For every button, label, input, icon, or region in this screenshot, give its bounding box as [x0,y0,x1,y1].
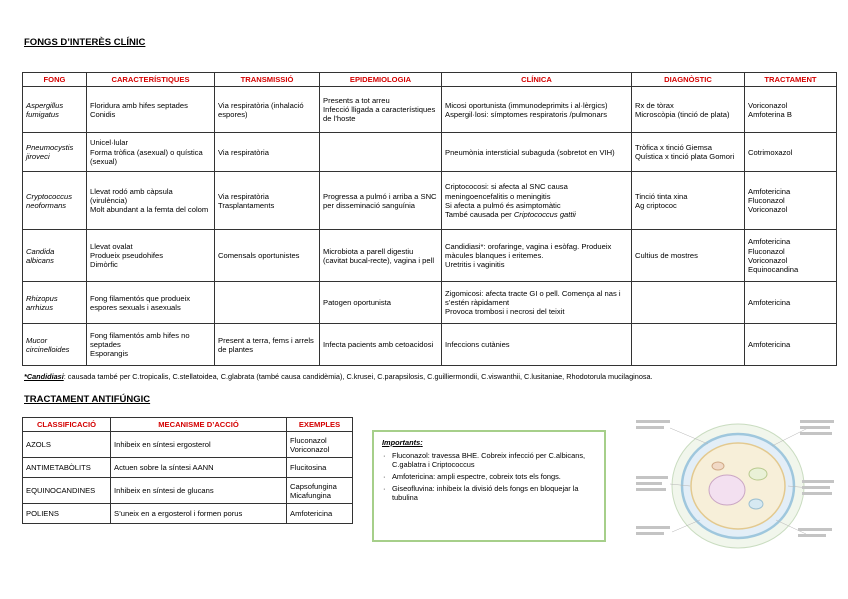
tract-cell: Voriconazol Amfoterina B [745,87,837,133]
diag-cell: Tinció tinta xina Ag criptococ [632,172,745,230]
diag-cell: Cultius de mostres [632,230,745,282]
tract-cell: Amfotericina Fluconazol Voriconazol Equinocandina [745,230,837,282]
fong-cell: Cryptococcus neoformans [23,172,87,230]
fungal-cell-diagram [630,410,840,560]
ex-cell: Flucitosina [287,458,353,478]
importants-list [382,451,596,503]
table-row [23,432,353,458]
ex-cell: Capsofungina Micafungina [287,478,353,504]
diag-cell [632,324,745,366]
ex-cell: Amfotericina [287,504,353,524]
tract-cell: Cotrimoxazol [745,133,837,172]
transm-cell: Via respiratòria Trasplantaments [215,172,320,230]
cell-nucleus [709,475,745,505]
header-classificacio: CLASSIFICACIÓ [23,418,111,432]
class-cell: ANTIMETABÒLITS [23,458,111,478]
caract-cell: Llevat rodó amb càpsula (virulència) Molt abundant a la femta del colom [87,172,215,230]
table-row [23,230,837,282]
caract-cell: Floridura amb hifes septades Conidis [87,87,215,133]
header-fong: FONG [23,73,87,87]
epid-cell [320,133,442,172]
tract-cell: Amfotericina Fluconazol Voriconazol [745,172,837,230]
fongs-table [22,72,837,366]
table-header-row [23,73,837,87]
diag-cell: Rx de tòrax Microscòpia (tinció de plata) [632,87,745,133]
header-tractament: TRACTAMENT [745,73,837,87]
mec-cell: Actuen sobre la síntesi AANN [111,458,287,478]
header-caracteristiques: CARACTERÍSTIQUES [87,73,215,87]
clin-cell: Infeccions cutànies [442,324,632,366]
transm-cell: Via respiratòria (inhalació espores) [215,87,320,133]
epid-cell: Infecta pacients amb cetoacidosi [320,324,442,366]
header-clinica: CLÍNICA [442,73,632,87]
transm-cell [215,282,320,324]
epid-cell: Patogen oportunista [320,282,442,324]
page-title: FONGS D’INTERÈS CLÍNIC [24,37,146,48]
header-epidemiologia: EPIDEMIOLOGIA [320,73,442,87]
class-cell: POLIENS [23,504,111,524]
fong-cell: Aspergillus fumigatus [23,87,87,133]
caract-cell: Llevat ovalat Produeix pseudohifes Dimòrfic [87,230,215,282]
mec-cell: Inhibeix en síntesi ergosterol [111,432,287,458]
table-row [23,282,837,324]
diag-cell [632,282,745,324]
mec-cell: Inhibeix en síntesi de glucans [111,478,287,504]
table-header-row [23,418,353,432]
clin-cell: Pneumònia intersticial subaguda (sobretot en VIH) [442,133,632,172]
class-cell: AZOLS [23,432,111,458]
importants-title: Importants: [382,438,423,447]
list-item: · Amfotericina: ampli espectre, cobreix tots els fongs. [392,472,596,482]
mec-cell: S’uneix en a ergosterol i formen porus [111,504,287,524]
cell-illustration [630,410,840,560]
clin-cell: Criptococosi: si afecta al SNC causa meningoencefalitis o meningitis Si afecta a pulmó és asimptomàtic També causada per Criptococcus gattii [442,172,632,230]
header-diagnostic: DIAGNÒSTIC [632,73,745,87]
header-exemples: EXEMPLES [287,418,353,432]
tract-cell: Amfotericina [745,324,837,366]
diag-cell: Tròfica x tinció Giemsa Quística x tinció plata Gomori [632,133,745,172]
clin-cell: Micosi oportunista (immunodeprimits i al·lèrgics) Aspergil·losi: símptomes respiratoris /pulmonars [442,87,632,133]
epid-cell: Microbiota a parell digestiu (cavitat bucal-recte), vagina i pell [320,230,442,282]
caract-cell: Fong filamentós que produeix espores sexuals i asexuals [87,282,215,324]
importants-box [372,430,606,542]
table-row [23,458,353,478]
table-row [23,133,837,172]
header-transmissio: TRANSMISSIÓ [215,73,320,87]
table-row [23,504,353,524]
list-item: · Giseofluvina: inhibeix la divisió dels fongs en bloquejar la tubulina [392,484,596,503]
transm-cell: Comensals oportunistes [215,230,320,282]
clin-cell: Zigomicosi: afecta tracte GI o pell. Comença al nas i s’estén ràpidament Provoca trombosi i necrosi del teixit [442,282,632,324]
epid-cell: Presents a tot arreu Infecció lligada a característiques de l’hoste [320,87,442,133]
cell-organelle [712,462,724,470]
table-row [23,87,837,133]
caract-cell: Unicel·lular Forma tròfica (asexual) o quística (sexual) [87,133,215,172]
epid-cell: Progressa a pulmó i arriba a SNC per disseminació sanguínia [320,172,442,230]
header-mecanisme: MECANISME D’ACCIÓ [111,418,287,432]
caract-cell: Fong filamentós amb hifes no septades Esporangis [87,324,215,366]
tract-cell: Amfotericina [745,282,837,324]
cell-organelle [749,499,763,509]
section-title-antifungic: TRACTAMENT ANTIFÚNGIC [24,394,151,405]
fong-cell: Rhizopus arrhizus [23,282,87,324]
table-row [23,172,837,230]
table-row [23,324,837,366]
list-item: · Fluconazol: travessa BHE. Cobreix infecció per C.albicans, C.gablatra i Criptococcus [392,451,596,470]
class-cell: EQUINOCANDINES [23,478,111,504]
fong-cell: Candida albicans [23,230,87,282]
transm-cell: Present a terra, fems i arrels de plantes [215,324,320,366]
footnote: *Candidiasi: causada també per C.tropicalis, C.stellatoidea, C.glabrata (també causa candidèmia), C.krusei, C.parapsilosis, C.guilliermondii, C.viswanthii, C.lusitaniae, Rhodotorula mucilaginosa. [24,372,653,381]
fong-cell: Mucor circinelloides [23,324,87,366]
fong-cell: Pneumocystis jiroveci [23,133,87,172]
transm-cell: Via respiratòria [215,133,320,172]
antifungic-table [22,417,353,524]
ex-cell: Fluconazol Voriconazol [287,432,353,458]
table-row [23,478,353,504]
clin-cell: Candidiasi*: orofaringe, vagina i esòfag. Produeix màcules blanques i eritemes. Uretritis i vaginitis [442,230,632,282]
cell-organelle [749,468,767,480]
